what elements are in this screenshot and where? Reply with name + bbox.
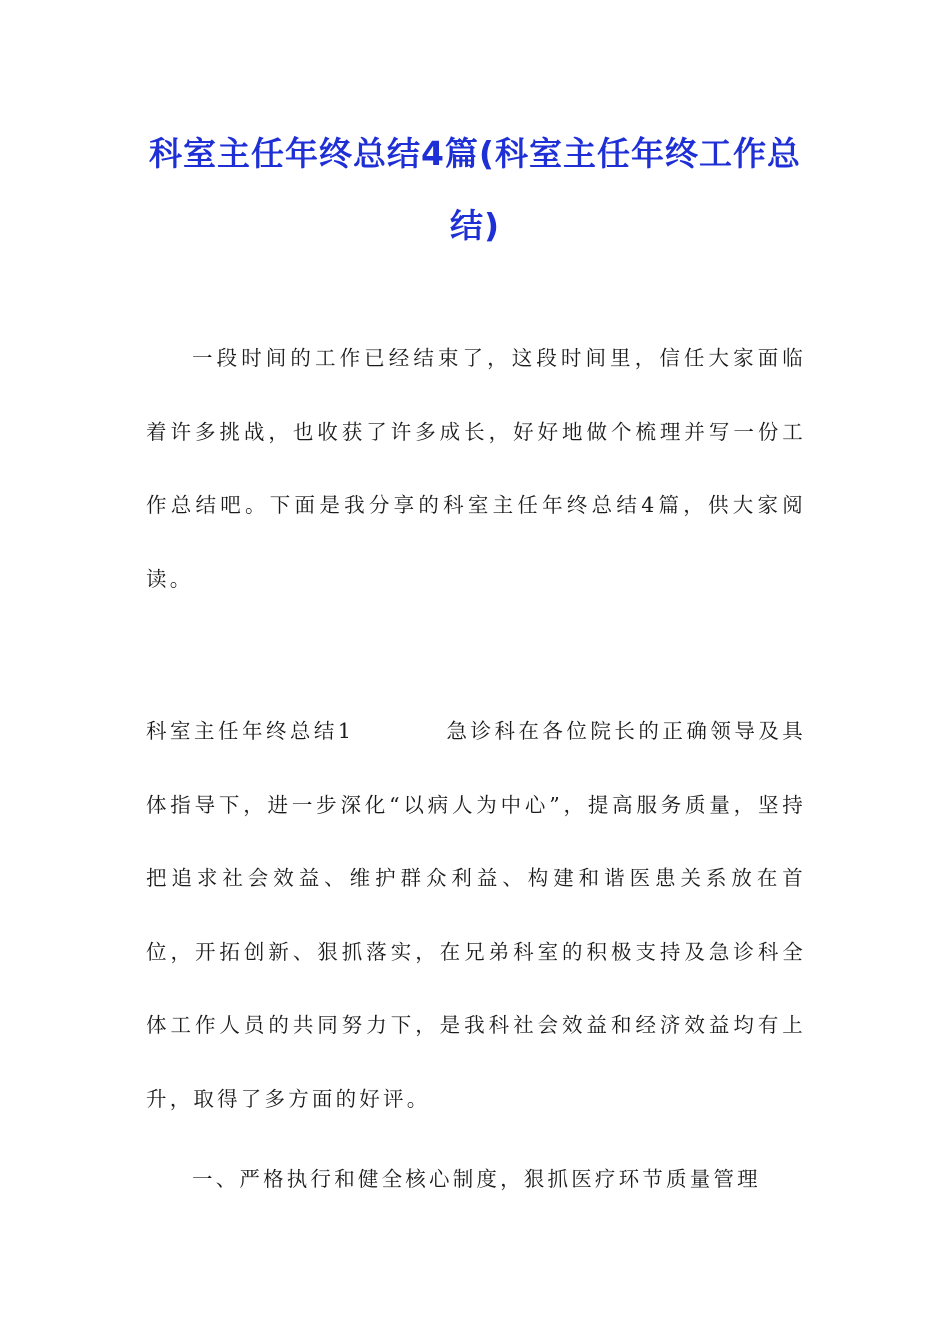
section-1-paragraph	[146, 695, 806, 1136]
section-1-heading: 科室主任年终总结1	[146, 719, 355, 743]
intro-paragraph: 一段时间的工作已经结束了，这段时间里，信任大家面临着许多挑战，也收获了许多成长，好好地做个梳理并写一份工作总结吧。下面是我分享的科室主任年终总结4篇，供大家阅读。	[146, 346, 806, 591]
document-title: 科室主任年终总结4篇(科室主任年终工作总结)	[148, 134, 802, 245]
section-1-body: 急诊科在各位院长的正确领导及具体指导下，进一步深化“以病人为中心”，提高服务质量，坚持把追求社会效益、维护群众利益、构建和谐医患关系放在首位，开拓创新、狠抓落实，在兄弟科室的积极支持及急诊科全体工作人员的共同努力下，是我科社会效益和经济效益均有上升，取得了多方面的好评。	[146, 719, 807, 1111]
subheading-1: 一、严格执行和健全核心制度，狠抓医疗环节质量管理	[192, 1167, 761, 1191]
